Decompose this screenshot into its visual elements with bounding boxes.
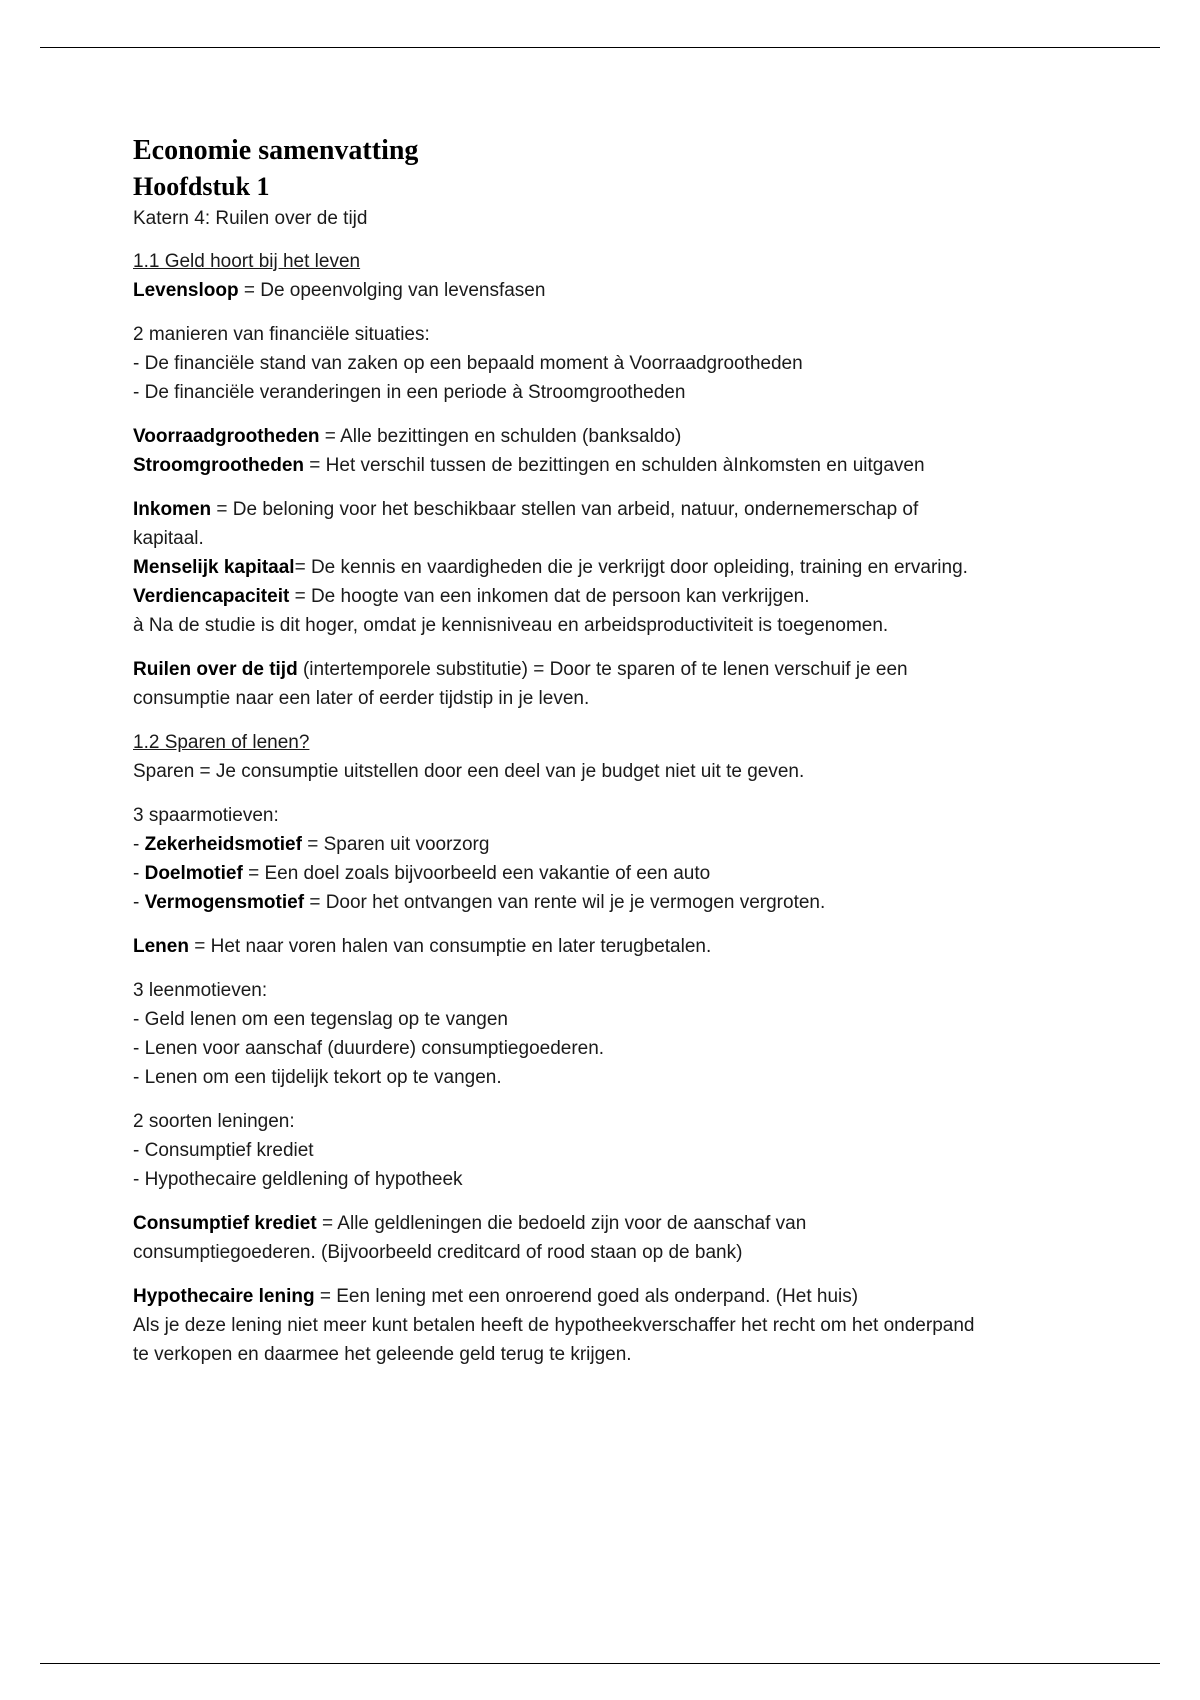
def-levensloop: = De opeenvolging van levensfasen xyxy=(238,280,546,301)
top-rule xyxy=(40,47,1160,48)
section-heading-1-1: 1.1 Geld hoort bij het leven xyxy=(133,251,361,272)
para-inkomen-groep xyxy=(133,495,981,640)
term-menselijk-kapitaal: Menselijk kapitaal xyxy=(133,557,295,578)
manieren-intro: 2 manieren van financiële situaties: xyxy=(133,324,430,345)
term-consumptief-krediet: Consumptief krediet xyxy=(133,1213,317,1234)
document-content xyxy=(133,132,981,1369)
leenmotief-3: - Lenen om een tijdelijk tekort op te vangen. xyxy=(133,1067,502,1088)
para-spaarmotieven xyxy=(133,801,981,917)
def-verdiencapaciteit: = De hoogte van een inkomen dat de persoon kan verkrijgen. xyxy=(289,586,810,607)
term-vermogensmotief: Vermogensmotief xyxy=(144,892,305,913)
manieren-item-1: - De financiële stand van zaken op een bepaald moment à Voorraadgrootheden xyxy=(133,353,803,374)
spaarmotief-doel xyxy=(133,859,981,888)
term-stroomgrootheden: Stroomgrootheden xyxy=(133,455,304,476)
leenmotief-2: - Lenen voor aanschaf (duurdere) consumptiegoederen. xyxy=(133,1038,605,1059)
term-hypothecaire-lening: Hypothecaire lening xyxy=(133,1286,315,1307)
chapter-title: Hoofdstuk 1 xyxy=(133,172,270,201)
term-voorraadgrootheden: Voorraadgrootheden xyxy=(133,426,320,447)
def-consumptief-krediet: = Alle geldleningen die bedoeld zijn voor de aanschaf van consumptiegoederen. (Bijvoorbeeld creditcard of rood staan op de bank) xyxy=(133,1213,807,1263)
def-vermogensmotief: = Door het ontvangen van rente wil je je vermogen vergroten. xyxy=(304,892,826,913)
term-ruilen: Ruilen over de tijd xyxy=(133,659,298,680)
definition-menselijk-kapitaal xyxy=(133,553,981,582)
definition-inkomen xyxy=(133,495,981,553)
def-inkomen: = De beloning voor het beschikbaar stellen van arbeid, natuur, ondernemerschap of kapitaal. xyxy=(133,499,919,549)
section-1-1 xyxy=(133,247,981,305)
term-zekerheidsmotief: Zekerheidsmotief xyxy=(144,834,302,855)
term-inkomen: Inkomen xyxy=(133,499,212,520)
lening-soort-2: - Hypothecaire geldlening of hypotheek xyxy=(133,1169,463,1190)
manieren-item-2: - De financiële veranderingen in een periode à Stroomgrootheden xyxy=(133,382,686,403)
document-title: Economie samenvatting xyxy=(133,135,419,166)
bullet-vermogen: - xyxy=(133,892,145,913)
section-1-2 xyxy=(133,728,981,786)
spaarmotieven-intro: 3 spaarmotieven: xyxy=(133,805,279,826)
definition-ruilen xyxy=(133,655,981,713)
bullet-doel: - xyxy=(133,863,145,884)
para-grootheden xyxy=(133,422,981,480)
lening-soort-1: - Consumptief krediet xyxy=(133,1140,314,1161)
term-levensloop: Levensloop xyxy=(133,280,239,301)
para-consumptief-krediet xyxy=(133,1209,981,1267)
term-lenen: Lenen xyxy=(133,936,189,957)
def-lenen: = Het naar voren halen van consumptie en later terugbetalen. xyxy=(188,936,712,957)
term-verdiencapaciteit: Verdiencapaciteit xyxy=(133,586,290,607)
definition-levensloop xyxy=(133,276,981,305)
para-manieren xyxy=(133,320,981,407)
def-hypothecaire-lening: = Een lening met een onroerend goed als onderpand. (Het huis) xyxy=(314,1286,859,1307)
leenmotief-1: - Geld lenen om een tegenslag op te vangen xyxy=(133,1009,508,1030)
definition-consumptief-krediet xyxy=(133,1209,981,1267)
para-lenen xyxy=(133,932,981,961)
definition-voorraadgrootheden xyxy=(133,422,981,451)
para-hypothecaire-lening xyxy=(133,1282,981,1369)
chapter-subtitle: Katern 4: Ruilen over de tijd xyxy=(133,208,368,229)
spaarmotief-zekerheid xyxy=(133,830,981,859)
para-leningen xyxy=(133,1107,981,1194)
bottom-rule xyxy=(40,1663,1160,1664)
def-stroomgrootheden: = Het verschil tussen de bezittingen en schulden àInkomsten en uitgaven xyxy=(304,455,925,476)
term-doelmotief: Doelmotief xyxy=(144,863,243,884)
bullet-zekerheid: - xyxy=(133,834,145,855)
verdiencapaciteit-note: à Na de studie is dit hoger, omdat je kennisniveau en arbeidsproductiviteit is toegenomen. xyxy=(133,615,889,636)
para-ruilen xyxy=(133,655,981,713)
section-heading-1-2: 1.2 Sparen of lenen? xyxy=(133,732,310,753)
definition-stroomgrootheden xyxy=(133,451,981,480)
definition-verdiencapaciteit xyxy=(133,582,981,611)
definition-hypothecaire-lening xyxy=(133,1282,981,1311)
para-leenmotieven xyxy=(133,976,981,1092)
def-zekerheidsmotief: = Sparen uit voorzorg xyxy=(301,834,490,855)
def-doelmotief: = Een doel zoals bijvoorbeeld een vakantie of een auto xyxy=(242,863,711,884)
def-voorraadgrootheden: = Alle bezittingen en schulden (banksaldo) xyxy=(319,426,682,447)
definition-sparen: Sparen = Je consumptie uitstellen door een deel van je budget niet uit te geven. xyxy=(133,761,805,782)
def-ruilen: (intertemporele substitutie) = Door te sparen of te lenen verschuif je een consumptie naar een later of eerder tijdstip in je leven. xyxy=(133,659,908,709)
definition-lenen xyxy=(133,932,981,961)
leningen-intro: 2 soorten leningen: xyxy=(133,1111,295,1132)
spaarmotief-vermogen xyxy=(133,888,981,917)
leenmotieven-intro: 3 leenmotieven: xyxy=(133,980,268,1001)
hypothecaire-lening-note: Als je deze lening niet meer kunt betalen heeft de hypotheekverschaffer het recht om het onderpand te verkopen en daarmee het geleende geld terug te krijgen. xyxy=(133,1315,975,1365)
def-menselijk-kapitaal: = De kennis en vaardigheden die je verkrijgt door opleiding, training en ervaring. xyxy=(294,557,968,578)
